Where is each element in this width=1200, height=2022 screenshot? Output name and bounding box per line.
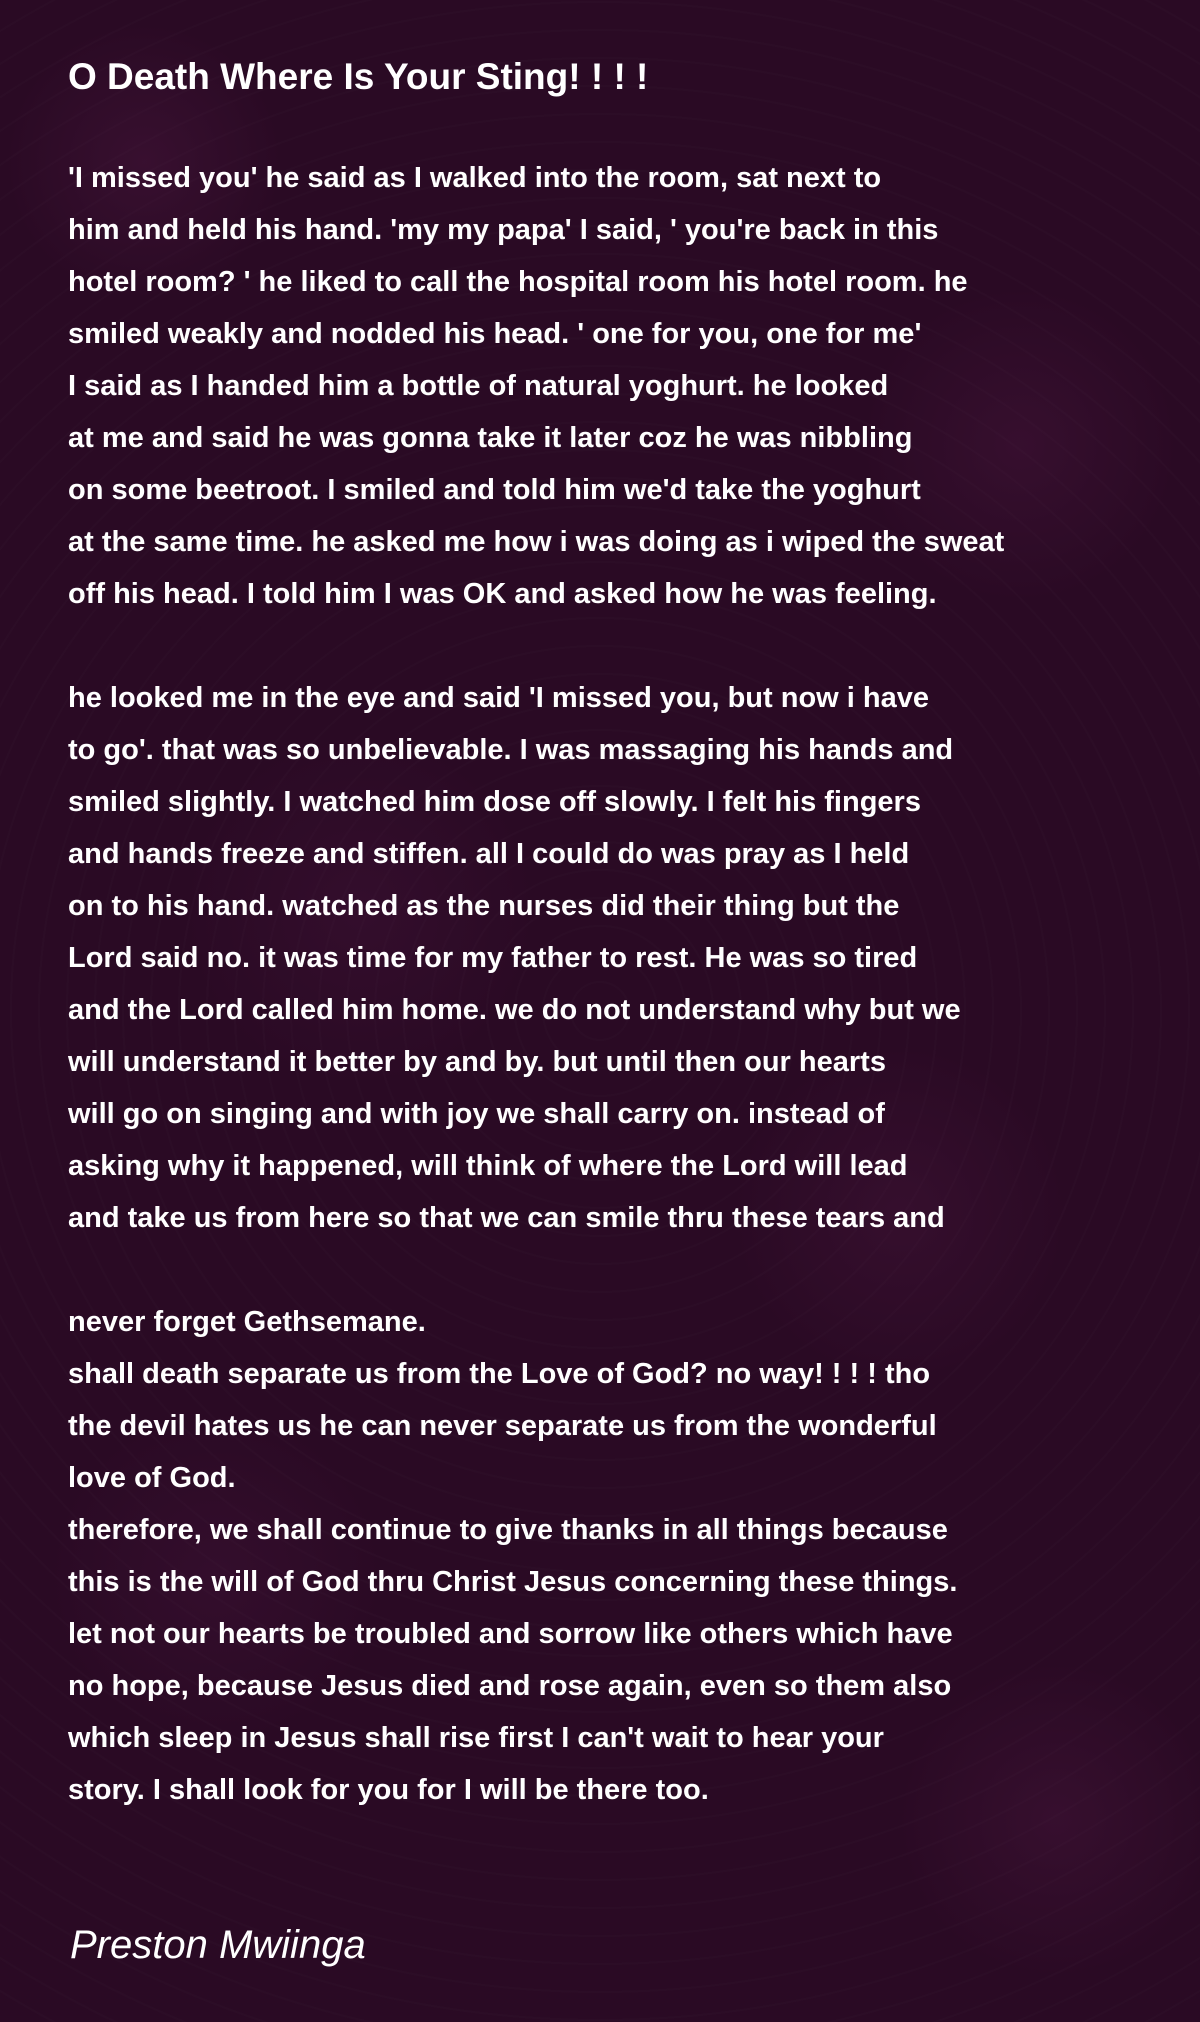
poem-line: which sleep in Jesus shall rise first I can't wait to hear your: [68, 1722, 884, 1754]
poem-line: on to his hand. watched as the nurses did their thing but the: [68, 890, 900, 922]
stanza-break: [68, 620, 1168, 672]
poem-line: love of God.: [68, 1462, 236, 1494]
poem-line: story. I shall look for you for I will be there too.: [68, 1774, 709, 1806]
poem-line: hotel room? ' he liked to call the hospital room his hotel room. he: [68, 266, 968, 298]
poem-line: and the Lord called him home. we do not understand why but we: [68, 994, 961, 1026]
poem-line: therefore, we shall continue to give thanks in all things because: [68, 1514, 948, 1546]
poem-line: off his head. I told him I was OK and asked how he was feeling.: [68, 578, 937, 610]
poem-line: to go'. that was so unbelievable. I was massaging his hands and: [68, 734, 954, 766]
poem-line: never forget Gethsemane.: [68, 1306, 426, 1338]
poem-line: he looked me in the eye and said 'I missed you, but now i have: [68, 682, 929, 714]
poem-line: will understand it better by and by. but until then our hearts: [68, 1046, 886, 1078]
poem-line: 'I missed you' he said as I walked into the room, sat next to: [68, 162, 882, 194]
poem-line: shall death separate us from the Love of God? no way! ! ! ! tho: [68, 1358, 931, 1390]
poem-line: at the same time. he asked me how i was doing as i wiped the sweat: [68, 526, 1005, 558]
poem-line: and hands freeze and stiffen. all I could do was pray as I held: [68, 838, 910, 870]
poem-line: smiled slightly. I watched him dose off slowly. I felt his fingers: [68, 786, 921, 818]
stanza-break: [68, 1244, 1168, 1296]
poem-body: [68, 152, 1168, 1816]
poem-line: asking why it happened, will think of where the Lord will lead: [68, 1150, 908, 1182]
poem-author: Preston Mwiinga: [70, 1923, 366, 1967]
poem-line: this is the will of God thru Christ Jesus concerning these things.: [68, 1566, 958, 1598]
poem-line: no hope, because Jesus died and rose again, even so them also: [68, 1670, 952, 1702]
poem-line: will go on singing and with joy we shall carry on. instead of: [68, 1098, 885, 1130]
poem-line: the devil hates us he can never separate us from the wonderful: [68, 1410, 937, 1442]
poem-line: at me and said he was gonna take it later coz he was nibbling: [68, 422, 913, 454]
poem-line: smiled weakly and nodded his head. ' one for you, one for me': [68, 318, 922, 350]
poem-line: I said as I handed him a bottle of natural yoghurt. he looked: [68, 370, 889, 402]
poem-line: and take us from here so that we can smile thru these tears and: [68, 1202, 945, 1234]
poem-line: him and held his hand. 'my my papa' I said, ' you're back in this: [68, 214, 939, 246]
poem-line: Lord said no. it was time for my father to rest. He was so tired: [68, 942, 918, 974]
poem-line: on some beetroot. I smiled and told him we'd take the yoghurt: [68, 474, 921, 506]
poem-line: let not our hearts be troubled and sorrow like others which have: [68, 1618, 953, 1650]
poem-title: O Death Where Is Your Sting! ! ! !: [68, 56, 649, 97]
